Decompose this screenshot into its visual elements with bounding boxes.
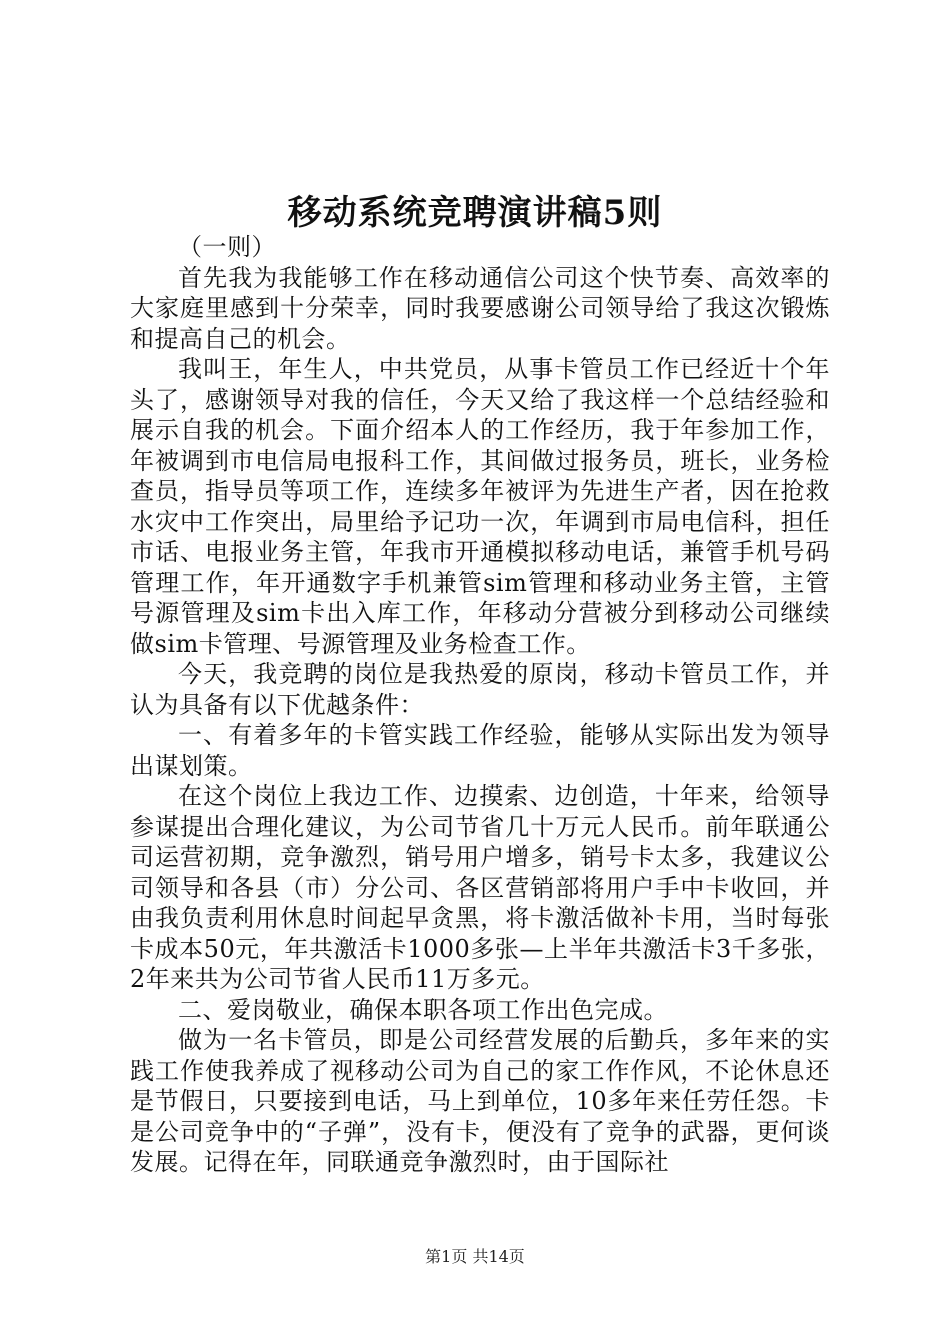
paragraph: 做为一名卡管员，即是公司经营发展的后勤兵，多年来的实践工作使我养成了视移动公司为自己的家工作作风，不论休息还是节假日，只要接到电话，马上到单位，10多年来任劳任怨。卡是公司竞争中的“子弹”，没有卡，便没有了竞争的武器，更何谈发展。记得在年，同联通竞争激烈时，由于国际社 [130, 1026, 830, 1176]
document-body [130, 232, 830, 1178]
page-footer: 第1页 共14页 [425, 1247, 525, 1266]
paragraph-section-label: （一则） [178, 233, 276, 261]
document-title: 移动系统竞聘演讲稿5则 [287, 193, 663, 233]
paragraph-heading: 二、爱岗敬业，确保本职各项工作出色完成。 [178, 995, 668, 1024]
paragraph: 在这个岗位上我边工作、边摸索、边创造，十年来，给领导参谋提出合理化建议，为公司节省几十万元人民币。前年联通公司运营初期，竞争激烈，销号用户增多，销号卡太多，我建议公司领导和各县（市）分公司、各区营销部将用户手中卡收回，并由我负责利用休息时间起早贪黑，将卡激活做补卡用，当时每张卡成本50元，年共激活卡1000多张—上半年共激活卡3千多张，2年来共为公司节省人民币11万多元。 [130, 782, 830, 993]
paragraph: 我叫王，年生人，中共党员，从事卡管员工作已经近十个年头了，感谢领导对我的信任，今天又给了我这样一个总结经验和展示自我的机会。下面介绍本人的工作经历，我于年参加工作，年被调到市电信局电报科工作，其间做过报务员，班长，业务检查员，指导员等项工作，连续多年被评为先进生产者，因在抢救水灾中工作突出，局里给予记功一次，年调到市局电信科，担任市话、电报业务主管，年我市开通模拟移动电话，兼管手机号码管理工作，年开通数字手机兼管sim管理和移动业务主管，主管号源管理及sim卡出入库工作，年移动分营被分到移动公司继续做sim卡管理、号源管理及业务检查工作。 [130, 355, 830, 658]
paragraph: 首先我为我能够工作在移动通信公司这个快节奏、高效率的大家庭里感到十分荣幸，同时我要感谢公司领导给了我这次锻炼和提高自己的机会。 [130, 263, 830, 353]
paragraph-heading: 一、有着多年的卡管实践工作经验，能够从实际出发为领导出谋划策。 [130, 721, 830, 780]
paragraph: 今天，我竞聘的岗位是我热爱的原岗，移动卡管员工作，并认为具备有以下优越条件： [130, 660, 830, 719]
